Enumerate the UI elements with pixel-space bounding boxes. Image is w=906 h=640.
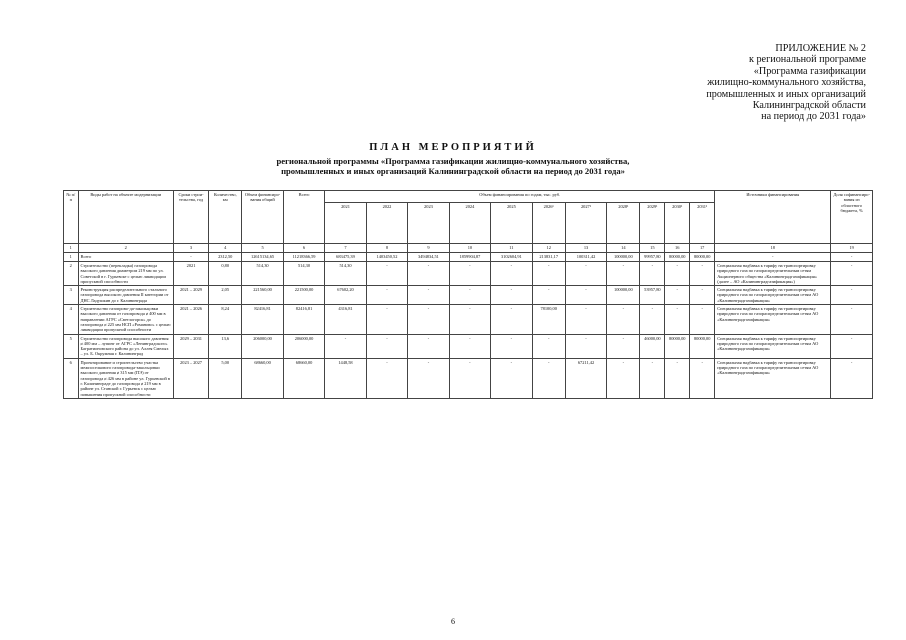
year-value: - [408, 334, 449, 358]
year-header-9: 2029¹ [640, 203, 665, 244]
year-value: - [565, 334, 606, 358]
year-value: - [491, 334, 532, 358]
year-value: - [607, 334, 640, 358]
total-volume: 12615134,65 [242, 253, 283, 262]
year-header-5: 2025 [491, 203, 532, 244]
header-source: Источники финансирования [715, 191, 831, 244]
column-number: 11 [491, 244, 532, 253]
year-value: - [690, 262, 715, 286]
year-value: - [640, 262, 665, 286]
header-financing: Объем финансирования по годам, тыс. руб. [325, 191, 715, 203]
column-number: 7 [325, 244, 366, 253]
total-year-value: 80000,00 [690, 253, 715, 262]
year-header-11: 2031¹ [690, 203, 715, 244]
year-value: - [408, 305, 449, 334]
year-value: - [607, 262, 640, 286]
column-number: 17 [690, 244, 715, 253]
plan-title: ПЛАН МЕРОПРИЯТИЙ [369, 142, 537, 153]
row-number: 5 [64, 334, 79, 358]
cofinancing-share: - [831, 358, 873, 398]
year-value: 67211,42 [565, 358, 606, 398]
appendix-line: промышленных и иных организаций [706, 88, 866, 100]
work-description: Строительство газопровода высокого давления ø 400 мм – лупинг от АГРС «Ленинградского» Багратионовского района до ул. Аллея Смелых – ул. Б. Окружная г. Калининград [78, 334, 173, 358]
construction-term: 2029 – 2031 [173, 334, 208, 358]
column-number: 4 [209, 244, 242, 253]
work-description: Проектирование и строительство участка межпоселкового газопровода-закольцовки высокого давления ø 315 мм (ПЭ) от газопровода ø 426 мм в районе ул. Гурьевской в г. Калининграде до газопровода ø 219 мм в районе ул. Станской г. Гурьевск с целью повышения пропускной способности [78, 358, 173, 398]
page-number: 6 [451, 617, 455, 626]
financing-source: Специальная надбавка к тарифу на транспортировку природного газа по газораспределительным сетям АО «Калининградгазификация» [715, 286, 831, 305]
year-value: - [366, 305, 407, 334]
plan-table [63, 190, 873, 399]
total-source: - [715, 253, 831, 262]
year-value: - [565, 286, 606, 305]
financing-volume: 221560,00 [242, 286, 283, 305]
cofinancing-share: - [831, 262, 873, 286]
year-value: - [449, 305, 490, 334]
total-year-value: 100000,00 [607, 253, 640, 262]
total-year-value: 683475,39 [325, 253, 366, 262]
appendix-line: «Программа газификации [753, 65, 866, 77]
year-value: - [449, 334, 490, 358]
financing-total: 514,30 [283, 262, 324, 286]
column-number: 5 [242, 244, 283, 253]
year-value: - [408, 262, 449, 286]
year-value: - [532, 334, 565, 358]
year-value: 1448,58 [325, 358, 366, 398]
column-number: 18 [715, 244, 831, 253]
year-value: - [565, 262, 606, 286]
plan-subtitle [0, 156, 906, 176]
plan-table-body [64, 191, 873, 399]
financing-source: Специальная надбавка к тарифу на транспортировку природного газа по газораспределительным сетям АО «Калининградгазификация» [715, 305, 831, 334]
year-value: 100000,00 [607, 286, 640, 305]
header-qty: Количество, км [209, 191, 242, 244]
total-year-value: 100311,42 [565, 253, 606, 262]
year-value: 4316,81 [325, 305, 366, 334]
plan-subtitle-line2: промышленных и иных организаций Калининградской области на период до 2031 года» [281, 166, 625, 176]
year-header-4: 2024 [449, 203, 490, 244]
year-value: 78100,00 [532, 305, 565, 334]
year-value: 67602,20 [325, 286, 366, 305]
appendix-header [626, 43, 866, 123]
header-volume: Объем финансиро-вания общий [242, 191, 283, 244]
header-row [64, 191, 873, 203]
column-number: 1 [64, 244, 79, 253]
year-value: - [491, 305, 532, 334]
construction-term: 2023 – 2027 [173, 358, 208, 398]
total-year-value: 80000,00 [665, 253, 690, 262]
plan-subtitle-line1: региональной программы «Программа газификации жилищно-коммунального хозяйства, [276, 156, 630, 166]
total-share: - [831, 253, 873, 262]
year-value: - [665, 262, 690, 286]
total-label: Всего [78, 253, 173, 262]
financing-volume: 206000,00 [242, 334, 283, 358]
year-value: - [491, 262, 532, 286]
total-year-value: 3494834,51 [408, 253, 449, 262]
year-value: - [607, 305, 640, 334]
total-sum: 11218366,59 [283, 253, 324, 262]
column-number: 19 [831, 244, 873, 253]
column-number: 14 [607, 244, 640, 253]
row-number: 2 [64, 262, 79, 286]
quantity-km: 8,24 [209, 305, 242, 334]
year-value: - [366, 262, 407, 286]
appendix-line: ПРИЛОЖЕНИЕ № 2 [775, 43, 866, 54]
appendix-line: к региональной программе [748, 54, 866, 66]
year-value: - [607, 358, 640, 398]
financing-source: Специальная надбавка к тарифу на транспортировку природного газа по газораспределительным сетям АО «Калининградгазификация» [715, 334, 831, 358]
appendix-line: Калининградской области [752, 100, 866, 112]
total-year-value: 99957,80 [640, 253, 665, 262]
year-value: - [449, 262, 490, 286]
year-value: - [366, 358, 407, 398]
column-number: 6 [283, 244, 324, 253]
year-value: - [491, 286, 532, 305]
column-number: 12 [532, 244, 565, 253]
header-total: Всего [283, 191, 324, 244]
header-num: № п/п [64, 191, 79, 244]
year-value: - [665, 305, 690, 334]
table-row [64, 262, 873, 286]
work-description: Строительство газопрово-да-закольцовки высокого давления от газопровода ø 400 мм в направлении АГРС «Светлогорск» до газопровода ø 225 мм НСП «Романово» с целью ликвидации пропускной способности [78, 305, 173, 334]
column-number: 2 [78, 244, 173, 253]
appendix-line: на период до 2031 года» [761, 111, 866, 123]
total-qty: 2312,50 [209, 253, 242, 262]
year-value: - [449, 358, 490, 398]
year-header-6: 2026¹ [532, 203, 565, 244]
column-number: 15 [640, 244, 665, 253]
financing-total: 206000,00 [283, 334, 324, 358]
financing-source: Специальная надбавка к тарифу на транспортировку природного газа по газораспределительным сетям АО «Калининградгазификация» [715, 358, 831, 398]
construction-term: 2021 [173, 262, 208, 286]
quantity-km: 2,05 [209, 286, 242, 305]
table-row [64, 305, 873, 334]
year-value: - [690, 305, 715, 334]
work-description: Реконструкция распределительного стального газопровода высокого давления II категории от ДНС Ладушкин до г. Калининграда [78, 286, 173, 305]
year-value: - [665, 358, 690, 398]
column-number: 13 [565, 244, 606, 253]
year-value: - [532, 286, 565, 305]
cofinancing-share: - [831, 334, 873, 358]
quantity-km: 13,6 [209, 334, 242, 358]
column-number-row [64, 244, 873, 253]
year-header-10: 2030¹ [665, 203, 690, 244]
construction-term: 2021 – 2026 [173, 305, 208, 334]
year-value: - [449, 286, 490, 305]
financing-total: 82416,81 [283, 305, 324, 334]
year-value: 46000,00 [640, 334, 665, 358]
total-row [64, 253, 873, 262]
row-number: 6 [64, 358, 79, 398]
total-year-value: 213831,17 [532, 253, 565, 262]
column-number: 8 [366, 244, 407, 253]
financing-total: 68660,00 [283, 358, 324, 398]
year-value: - [408, 286, 449, 305]
row-number: 3 [64, 286, 79, 305]
row-number: 1 [64, 253, 79, 262]
year-header-2: 2022 [366, 203, 407, 244]
construction-term: 2021 – 2029 [173, 286, 208, 305]
table-row [64, 286, 873, 305]
total-year-value: 1859904,87 [449, 253, 490, 262]
year-value: - [366, 286, 407, 305]
header-work: Виды работ на объекте модернизации [78, 191, 173, 244]
year-value: - [665, 286, 690, 305]
work-description: Строительство (перекладка) газопровода высокого давления диаметром 219 мм по ул. Советской в г. Гурьевске с целью ликвидации пропускной способности [78, 262, 173, 286]
year-value: - [491, 358, 532, 398]
financing-source: Специальная надбавка к тарифу на транспортировку природного газа по газораспределительным сетям Акционерного общества «Калининградгазификация» (далее – АО «Калининградгазификация») [715, 262, 831, 286]
total-term: - [173, 253, 208, 262]
year-value: 53957,80 [640, 286, 665, 305]
quantity-km: 0,80 [209, 262, 242, 286]
row-number: 4 [64, 305, 79, 334]
cofinancing-share: - [831, 286, 873, 305]
column-number: 16 [665, 244, 690, 253]
table-row [64, 358, 873, 398]
cofinancing-share: - [831, 305, 873, 334]
year-value: - [532, 262, 565, 286]
year-value: - [532, 358, 565, 398]
year-value: - [366, 334, 407, 358]
column-number: 3 [173, 244, 208, 253]
year-value: - [640, 305, 665, 334]
appendix-line: жилищно-коммунального хозяйства, [707, 77, 866, 89]
year-value: 80000,00 [690, 334, 715, 358]
year-value: 514,30 [325, 262, 366, 286]
year-value: - [690, 286, 715, 305]
financing-volume: 514,30 [242, 262, 283, 286]
year-value: 80000,00 [665, 334, 690, 358]
year-header-1: 2021 [325, 203, 366, 244]
year-value: - [640, 358, 665, 398]
year-value: - [325, 334, 366, 358]
total-year-value: 3102604,91 [491, 253, 532, 262]
financing-volume: 82416,81 [242, 305, 283, 334]
header-share: Доля софинансиро-вания из областного бюджета, % [831, 191, 873, 244]
column-number: 9 [408, 244, 449, 253]
financing-volume: 68660,00 [242, 358, 283, 398]
year-value: - [565, 305, 606, 334]
year-header-8: 2028¹ [607, 203, 640, 244]
year-header-7: 2027¹ [565, 203, 606, 244]
header-term: Сроки строи-тельства, год [173, 191, 208, 244]
year-value: - [408, 358, 449, 398]
year-header-3: 2023 [408, 203, 449, 244]
year-value: - [690, 358, 715, 398]
quantity-km: 5,00 [209, 358, 242, 398]
column-number: 10 [449, 244, 490, 253]
total-year-value: 1403450,52 [366, 253, 407, 262]
table-row [64, 334, 873, 358]
financing-total: 221500,00 [283, 286, 324, 305]
